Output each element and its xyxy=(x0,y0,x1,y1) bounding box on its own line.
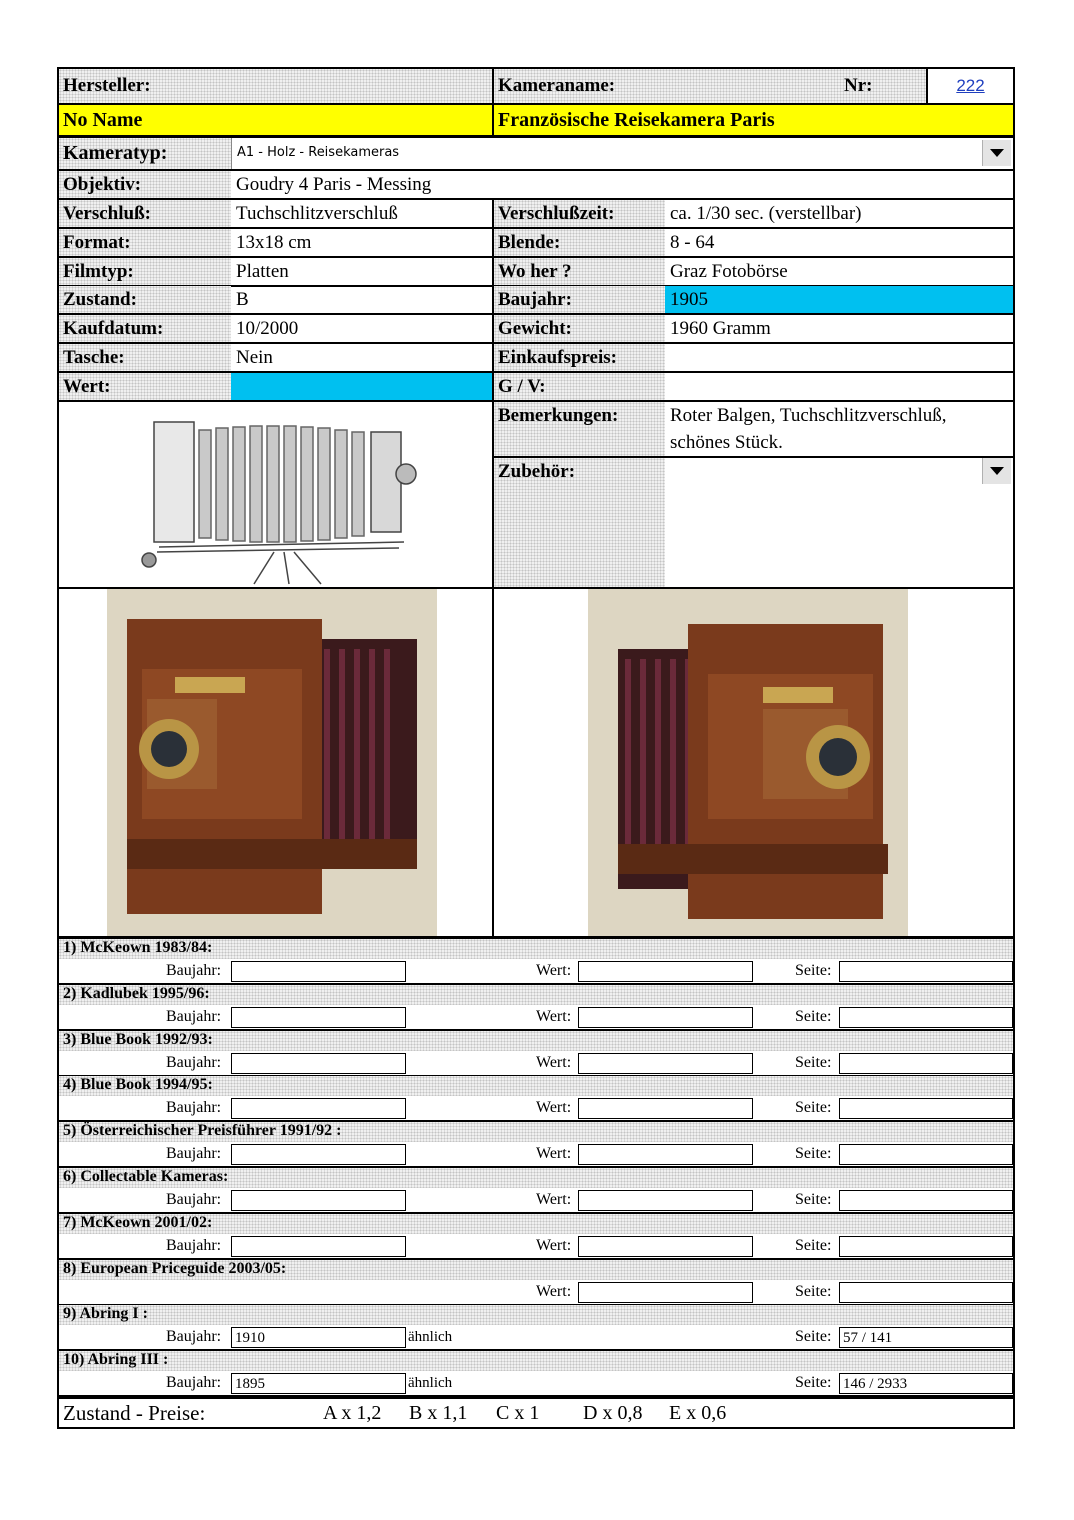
baujahr-label: Baujahr: xyxy=(166,1054,222,1071)
row-left-label: Filmtyp: xyxy=(59,258,231,285)
camera-drawing-image xyxy=(59,402,492,587)
seite-field[interactable] xyxy=(839,1053,1013,1074)
row-right-value: ca. 1/30 sec. (verstellbar) xyxy=(670,203,862,224)
seite-field[interactable] xyxy=(839,1190,1013,1211)
seite-field[interactable] xyxy=(839,1236,1013,1257)
wert-label: Wert: xyxy=(536,1054,572,1071)
baujahr-label: Baujahr: xyxy=(166,1145,222,1162)
row-left-value: 10/2000 xyxy=(236,318,299,339)
seite-label: Seite: xyxy=(795,1008,832,1025)
objektiv-label: Objektiv: xyxy=(59,171,231,198)
reference-title: 4) Blue Book 1994/95: xyxy=(59,1076,1013,1096)
seite-field[interactable] xyxy=(839,1144,1013,1165)
seite-field[interactable] xyxy=(839,961,1013,982)
chevron-down-icon xyxy=(990,467,1004,475)
row-right-label: G / V: xyxy=(494,373,665,400)
row-left-label: Format: xyxy=(59,229,231,256)
wert-label: Wert: xyxy=(536,962,572,979)
baujahr-label: Baujahr: xyxy=(166,962,222,979)
row-right-value xyxy=(665,344,1013,371)
seite-label: Seite: xyxy=(795,1237,832,1254)
baujahr-field[interactable] xyxy=(231,1007,406,1028)
wert-label: Wert: xyxy=(536,1145,572,1162)
seite-field[interactable] xyxy=(839,1098,1013,1119)
zubehoer-label: Zubehör: xyxy=(494,458,665,587)
wert-label: Wert: xyxy=(536,1283,572,1300)
wert-field[interactable] xyxy=(578,1236,753,1257)
camera-photo-right-icon xyxy=(588,589,908,936)
kameraname-value: Französische Reisekamera Paris xyxy=(494,105,1013,135)
camera-drawing-icon xyxy=(59,402,492,587)
reference-title: 6) Collectable Kameras: xyxy=(59,1168,1013,1188)
camera-photo-right xyxy=(588,589,908,936)
zustand-preise-label: Zustand - Preise: xyxy=(63,1401,206,1425)
reference-title: 9) Abring I : xyxy=(59,1305,1013,1325)
wert-label: Wert: xyxy=(536,1191,572,1208)
price-factor: A x 1,2 xyxy=(323,1402,382,1424)
baujahr-field[interactable]: 1910 xyxy=(231,1327,406,1348)
camera-photo-left-icon xyxy=(107,589,437,936)
reference-title: 10) Abring III : xyxy=(59,1351,1013,1371)
reference-title: 5) Österreichischer Preisführer 1991/92 : xyxy=(59,1122,1013,1142)
row-left-label: Zustand: xyxy=(59,286,231,313)
wert-label: Wert: xyxy=(536,1008,572,1025)
seite-label: Seite: xyxy=(795,1191,832,1208)
baujahr-label: Baujahr: xyxy=(166,1328,222,1345)
wert-field[interactable] xyxy=(578,1098,753,1119)
seite-label: Seite: xyxy=(795,1374,832,1391)
seite-label: Seite: xyxy=(795,1328,832,1345)
row-left-value xyxy=(231,373,492,400)
row-right-value: Graz Fotobörse xyxy=(670,261,788,282)
reference-title: 8) European Priceguide 2003/05: xyxy=(59,1260,1013,1280)
seite-label: Seite: xyxy=(795,962,832,979)
wert-label: Wert: xyxy=(536,1099,572,1116)
objektiv-value: Goudry 4 Paris - Messing xyxy=(236,174,432,195)
row-left-value: B xyxy=(236,289,249,310)
row-right-label: Verschlußzeit: xyxy=(494,200,665,227)
row-left-value: Tuchschlitzverschluß xyxy=(236,203,398,224)
row-left-value: Nein xyxy=(236,347,273,368)
similarity-note: ähnlich xyxy=(408,1375,453,1391)
wert-field[interactable] xyxy=(578,1190,753,1211)
wert-field[interactable] xyxy=(578,1007,753,1028)
row-left-value: 13x18 cm xyxy=(236,232,312,253)
row-right-label: Einkaufspreis: xyxy=(494,344,665,371)
kameratyp-dropdown-button[interactable] xyxy=(982,140,1011,166)
hersteller-label: Hersteller: xyxy=(59,69,493,103)
baujahr-field[interactable] xyxy=(231,1190,406,1211)
row-right-label: Gewicht: xyxy=(494,315,665,342)
reference-title: 1) McKeown 1983/84: xyxy=(59,939,1013,959)
baujahr-field[interactable] xyxy=(231,1144,406,1165)
kameratyp-select[interactable] xyxy=(231,138,1013,169)
wert-field[interactable] xyxy=(578,1053,753,1074)
row-left-label: Verschluß: xyxy=(59,200,231,227)
price-factor: B x 1,1 xyxy=(409,1402,468,1424)
wert-field[interactable] xyxy=(578,1144,753,1165)
reference-title: 7) McKeown 2001/02: xyxy=(59,1214,1013,1234)
price-factor: C x 1 xyxy=(496,1402,540,1424)
baujahr-label: Baujahr: xyxy=(166,1374,222,1391)
similarity-note: ähnlich xyxy=(408,1329,453,1345)
price-factor: E x 0,6 xyxy=(669,1402,727,1424)
baujahr-field[interactable] xyxy=(231,1098,406,1119)
row-right-value: 8 - 64 xyxy=(670,232,715,253)
row-right-value xyxy=(665,373,1013,400)
chevron-down-icon xyxy=(990,149,1004,157)
seite-field[interactable]: 57 / 141 xyxy=(839,1327,1013,1348)
nr-box xyxy=(926,69,1013,103)
baujahr-label: Baujahr: xyxy=(166,1008,222,1025)
reference-title: 3) Blue Book 1992/93: xyxy=(59,1031,1013,1051)
kameratyp-label: Kameratyp: xyxy=(59,138,231,169)
seite-field[interactable] xyxy=(839,1007,1013,1028)
baujahr-field[interactable] xyxy=(231,1236,406,1257)
baujahr-label: Baujahr: xyxy=(166,1237,222,1254)
seite-field[interactable]: 146 / 2933 xyxy=(839,1373,1013,1394)
nr-label: Nr: xyxy=(844,75,873,96)
row-right-label: Baujahr: xyxy=(494,286,665,313)
kameratyp-value: A1 - Holz - Reisekameras xyxy=(237,145,400,160)
hersteller-value: No Name xyxy=(59,105,492,135)
row-left-label: Tasche: xyxy=(59,344,231,371)
seite-label: Seite: xyxy=(795,1283,832,1300)
baujahr-field[interactable] xyxy=(231,961,406,982)
kameraname-label: Kameraname: xyxy=(494,69,927,103)
seite-label: Seite: xyxy=(795,1054,832,1071)
bemerkungen-label: Bemerkungen: xyxy=(494,402,665,456)
row-right-label: Wo her ? xyxy=(494,258,665,285)
row-left-label: Kaufdatum: xyxy=(59,315,231,342)
seite-field[interactable] xyxy=(839,1282,1013,1303)
price-factor: D x 0,8 xyxy=(583,1402,643,1424)
row-left-label: Wert: xyxy=(59,373,231,400)
row-right-value: 1905 xyxy=(665,286,1013,313)
camera-photo-left xyxy=(107,589,437,936)
baujahr-field[interactable]: 1895 xyxy=(231,1373,406,1394)
row-right-label: Blende: xyxy=(494,229,665,256)
baujahr-label: Baujahr: xyxy=(166,1191,222,1208)
baujahr-field[interactable] xyxy=(231,1053,406,1074)
baujahr-label: Baujahr: xyxy=(166,1099,222,1116)
seite-label: Seite: xyxy=(795,1145,832,1162)
wert-field[interactable] xyxy=(578,961,753,982)
row-right-value: 1960 Gramm xyxy=(670,318,771,339)
zubehoer-field[interactable] xyxy=(665,458,1013,587)
wert-field[interactable] xyxy=(578,1282,753,1303)
seite-label: Seite: xyxy=(795,1099,832,1116)
bemerkungen-line2: schönes Stück. xyxy=(670,432,783,453)
reference-title: 2) Kadlubek 1995/96: xyxy=(59,985,1013,1005)
wert-label: Wert: xyxy=(536,1237,572,1254)
nr-link[interactable]: 222 xyxy=(956,76,985,95)
bemerkungen-line1: Roter Balgen, Tuchschlitzverschluß, xyxy=(670,405,947,426)
row-left-value: Platten xyxy=(236,261,289,282)
zubehoer-dropdown-button[interactable] xyxy=(982,458,1011,484)
